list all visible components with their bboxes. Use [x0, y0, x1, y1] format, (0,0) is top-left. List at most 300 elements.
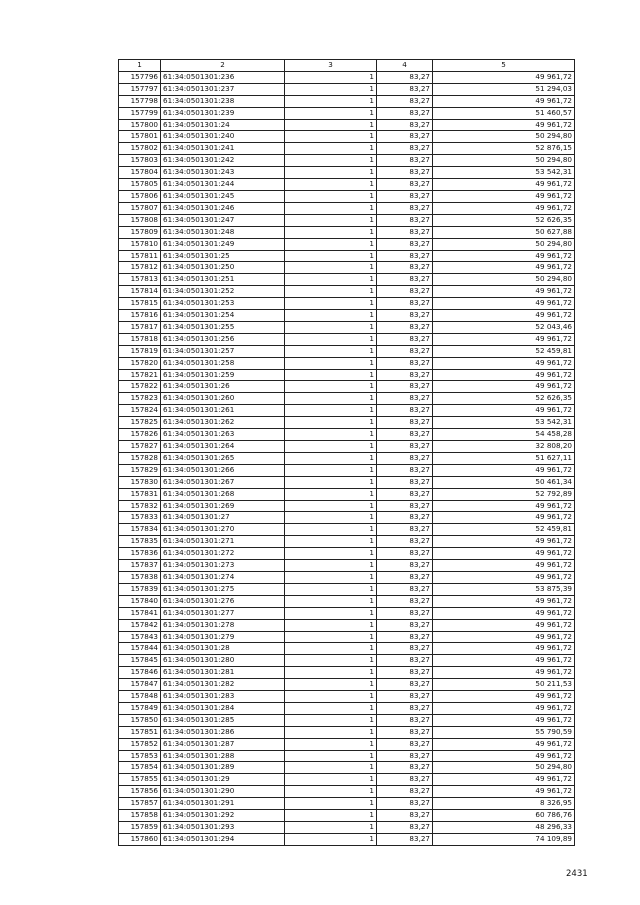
- cadastral-number-cell: 61:34:0501301:259: [161, 369, 285, 381]
- cadastral-number-cell: 61:34:0501301:245: [161, 190, 285, 202]
- ratio-cell: 83,27: [377, 405, 433, 417]
- quantity-cell: 1: [285, 750, 377, 762]
- row-number-cell: 157811: [119, 250, 161, 262]
- ratio-cell: 83,27: [377, 321, 433, 333]
- quantity-cell: 1: [285, 536, 377, 548]
- quantity-cell: 1: [285, 429, 377, 441]
- row-number-cell: 157848: [119, 691, 161, 703]
- value-cell: 32 808,20: [433, 441, 575, 453]
- cadastral-number-cell: 61:34:0501301:280: [161, 655, 285, 667]
- ratio-cell: 83,27: [377, 179, 433, 191]
- table-row: [119, 190, 575, 202]
- cadastral-number-cell: 61:34:0501301:287: [161, 738, 285, 750]
- cadastral-number-cell: 61:34:0501301:267: [161, 476, 285, 488]
- table-row: [119, 393, 575, 405]
- table-row: [119, 607, 575, 619]
- value-cell: 49 961,72: [433, 691, 575, 703]
- ratio-cell: 83,27: [377, 595, 433, 607]
- quantity-cell: 1: [285, 786, 377, 798]
- quantity-cell: 1: [285, 774, 377, 786]
- ratio-cell: 83,27: [377, 393, 433, 405]
- ratio-cell: 83,27: [377, 798, 433, 810]
- cadastral-number-cell: 61:34:0501301:237: [161, 83, 285, 95]
- value-cell: 52 459,81: [433, 345, 575, 357]
- ratio-cell: 83,27: [377, 381, 433, 393]
- table-row: [119, 464, 575, 476]
- value-cell: 53 542,31: [433, 417, 575, 429]
- value-cell: 49 961,72: [433, 71, 575, 83]
- cadastral-number-cell: 61:34:0501301:269: [161, 500, 285, 512]
- ratio-cell: 83,27: [377, 631, 433, 643]
- table-row: [119, 298, 575, 310]
- cadastral-number-cell: 61:34:0501301:283: [161, 691, 285, 703]
- quantity-cell: 1: [285, 512, 377, 524]
- ratio-cell: 83,27: [377, 810, 433, 822]
- value-cell: 49 961,72: [433, 702, 575, 714]
- table-row: [119, 321, 575, 333]
- ratio-cell: 83,27: [377, 500, 433, 512]
- value-cell: 52 876,15: [433, 143, 575, 155]
- table-body: [119, 60, 575, 846]
- row-number-cell: 157797: [119, 83, 161, 95]
- quantity-cell: 1: [285, 691, 377, 703]
- cadastral-number-cell: 61:34:0501301:256: [161, 333, 285, 345]
- ratio-cell: 83,27: [377, 83, 433, 95]
- cadastral-table: [118, 59, 575, 846]
- quantity-cell: 1: [285, 357, 377, 369]
- row-number-cell: 157821: [119, 369, 161, 381]
- row-number-cell: 157819: [119, 345, 161, 357]
- cadastral-number-cell: 61:34:0501301:262: [161, 417, 285, 429]
- row-number-cell: 157803: [119, 155, 161, 167]
- row-number-cell: 157817: [119, 321, 161, 333]
- quantity-cell: 1: [285, 190, 377, 202]
- ratio-cell: 83,27: [377, 250, 433, 262]
- table-row: [119, 274, 575, 286]
- table-row: [119, 83, 575, 95]
- row-number-cell: 157822: [119, 381, 161, 393]
- quantity-cell: 1: [285, 810, 377, 822]
- ratio-cell: 83,27: [377, 512, 433, 524]
- value-cell: 52 043,46: [433, 321, 575, 333]
- value-cell: 49 961,72: [433, 571, 575, 583]
- value-cell: 49 961,72: [433, 179, 575, 191]
- ratio-cell: 83,27: [377, 310, 433, 322]
- table-row: [119, 71, 575, 83]
- table-row: [119, 226, 575, 238]
- quantity-cell: 1: [285, 583, 377, 595]
- quantity-cell: 1: [285, 226, 377, 238]
- row-number-cell: 157806: [119, 190, 161, 202]
- quantity-cell: 1: [285, 274, 377, 286]
- ratio-cell: 83,27: [377, 274, 433, 286]
- quantity-cell: 1: [285, 321, 377, 333]
- table-row: [119, 107, 575, 119]
- cadastral-number-cell: 61:34:0501301:273: [161, 560, 285, 572]
- value-cell: 49 961,72: [433, 774, 575, 786]
- table-row: [119, 143, 575, 155]
- row-number-cell: 157808: [119, 214, 161, 226]
- cadastral-number-cell: 61:34:0501301:243: [161, 167, 285, 179]
- quantity-cell: 1: [285, 595, 377, 607]
- table-row: [119, 286, 575, 298]
- quantity-cell: 1: [285, 560, 377, 572]
- cadastral-number-cell: 61:34:0501301:263: [161, 429, 285, 441]
- row-number-cell: 157841: [119, 607, 161, 619]
- value-cell: 49 961,72: [433, 607, 575, 619]
- table-row: [119, 417, 575, 429]
- quantity-cell: 1: [285, 476, 377, 488]
- quantity-cell: 1: [285, 500, 377, 512]
- ratio-cell: 83,27: [377, 560, 433, 572]
- row-number-cell: 157842: [119, 619, 161, 631]
- ratio-cell: 83,27: [377, 262, 433, 274]
- value-cell: 49 961,72: [433, 786, 575, 798]
- ratio-cell: 83,27: [377, 762, 433, 774]
- quantity-cell: 1: [285, 143, 377, 155]
- ratio-cell: 83,27: [377, 441, 433, 453]
- value-cell: 49 961,72: [433, 500, 575, 512]
- row-number-cell: 157837: [119, 560, 161, 572]
- cadastral-number-cell: 61:34:0501301:247: [161, 214, 285, 226]
- row-number-cell: 157828: [119, 452, 161, 464]
- value-cell: 49 961,72: [433, 357, 575, 369]
- ratio-cell: 83,27: [377, 571, 433, 583]
- cadastral-number-cell: 61:34:0501301:285: [161, 714, 285, 726]
- cadastral-number-cell: 61:34:0501301:24: [161, 119, 285, 131]
- value-cell: 52 626,35: [433, 214, 575, 226]
- ratio-cell: 83,27: [377, 107, 433, 119]
- quantity-cell: 1: [285, 548, 377, 560]
- cadastral-number-cell: 61:34:0501301:293: [161, 822, 285, 834]
- value-cell: 49 961,72: [433, 714, 575, 726]
- cadastral-number-cell: 61:34:0501301:277: [161, 607, 285, 619]
- table-row: [119, 333, 575, 345]
- cadastral-number-cell: 61:34:0501301:261: [161, 405, 285, 417]
- cadastral-number-cell: 61:34:0501301:286: [161, 726, 285, 738]
- value-cell: 50 294,80: [433, 762, 575, 774]
- table-row: [119, 833, 575, 845]
- cadastral-number-cell: 61:34:0501301:25: [161, 250, 285, 262]
- cadastral-number-cell: 61:34:0501301:272: [161, 548, 285, 560]
- row-number-cell: 157798: [119, 95, 161, 107]
- ratio-cell: 83,27: [377, 476, 433, 488]
- row-number-cell: 157849: [119, 702, 161, 714]
- row-number-cell: 157855: [119, 774, 161, 786]
- cadastral-number-cell: 61:34:0501301:281: [161, 667, 285, 679]
- quantity-cell: 1: [285, 571, 377, 583]
- value-cell: 51 627,11: [433, 452, 575, 464]
- ratio-cell: 83,27: [377, 714, 433, 726]
- row-number-cell: 157824: [119, 405, 161, 417]
- ratio-cell: 83,27: [377, 143, 433, 155]
- table-row: [119, 262, 575, 274]
- value-cell: 49 961,72: [433, 536, 575, 548]
- row-number-cell: 157840: [119, 595, 161, 607]
- value-cell: 49 961,72: [433, 560, 575, 572]
- value-cell: 49 961,72: [433, 548, 575, 560]
- cadastral-number-cell: 61:34:0501301:265: [161, 452, 285, 464]
- row-number-cell: 157847: [119, 679, 161, 691]
- cadastral-number-cell: 61:34:0501301:271: [161, 536, 285, 548]
- table-row: [119, 500, 575, 512]
- value-cell: 52 626,35: [433, 393, 575, 405]
- ratio-cell: 83,27: [377, 333, 433, 345]
- table-row: [119, 452, 575, 464]
- ratio-cell: 83,27: [377, 655, 433, 667]
- table-row: [119, 155, 575, 167]
- ratio-cell: 83,27: [377, 643, 433, 655]
- cadastral-number-cell: 61:34:0501301:257: [161, 345, 285, 357]
- table-row: [119, 643, 575, 655]
- table-row: [119, 583, 575, 595]
- value-cell: 49 961,72: [433, 310, 575, 322]
- row-number-cell: 157823: [119, 393, 161, 405]
- row-number-cell: 157845: [119, 655, 161, 667]
- cadastral-number-cell: 61:34:0501301:278: [161, 619, 285, 631]
- quantity-cell: 1: [285, 131, 377, 143]
- table-row: [119, 691, 575, 703]
- value-cell: 60 786,76: [433, 810, 575, 822]
- ratio-cell: 83,27: [377, 71, 433, 83]
- cadastral-number-cell: 61:34:0501301:249: [161, 238, 285, 250]
- quantity-cell: 1: [285, 405, 377, 417]
- row-number-cell: 157799: [119, 107, 161, 119]
- value-cell: 51 460,57: [433, 107, 575, 119]
- row-number-cell: 157826: [119, 429, 161, 441]
- row-number-cell: 157809: [119, 226, 161, 238]
- cadastral-number-cell: 61:34:0501301:284: [161, 702, 285, 714]
- ratio-cell: 83,27: [377, 726, 433, 738]
- ratio-cell: 83,27: [377, 202, 433, 214]
- value-cell: 49 961,72: [433, 262, 575, 274]
- cadastral-number-cell: 61:34:0501301:29: [161, 774, 285, 786]
- value-cell: 50 294,80: [433, 131, 575, 143]
- cadastral-number-cell: 61:34:0501301:26: [161, 381, 285, 393]
- quantity-cell: 1: [285, 702, 377, 714]
- quantity-cell: 1: [285, 488, 377, 500]
- row-number-cell: 157834: [119, 524, 161, 536]
- ratio-cell: 83,27: [377, 345, 433, 357]
- value-cell: 55 790,59: [433, 726, 575, 738]
- row-number-cell: 157832: [119, 500, 161, 512]
- row-number-cell: 157796: [119, 71, 161, 83]
- cadastral-number-cell: 61:34:0501301:240: [161, 131, 285, 143]
- table-row: [119, 369, 575, 381]
- row-number-cell: 157815: [119, 298, 161, 310]
- row-number-cell: 157839: [119, 583, 161, 595]
- cadastral-number-cell: 61:34:0501301:270: [161, 524, 285, 536]
- header-cell-5: 5: [433, 60, 575, 72]
- ratio-cell: 83,27: [377, 738, 433, 750]
- cadastral-number-cell: 61:34:0501301:248: [161, 226, 285, 238]
- row-number-cell: 157801: [119, 131, 161, 143]
- ratio-cell: 83,27: [377, 464, 433, 476]
- row-number-cell: 157820: [119, 357, 161, 369]
- table-row: [119, 405, 575, 417]
- quantity-cell: 1: [285, 381, 377, 393]
- ratio-cell: 83,27: [377, 667, 433, 679]
- quantity-cell: 1: [285, 369, 377, 381]
- cadastral-number-cell: 61:34:0501301:251: [161, 274, 285, 286]
- value-cell: 49 961,72: [433, 595, 575, 607]
- table-row: [119, 202, 575, 214]
- ratio-cell: 83,27: [377, 238, 433, 250]
- quantity-cell: 1: [285, 798, 377, 810]
- quantity-cell: 1: [285, 71, 377, 83]
- ratio-cell: 83,27: [377, 429, 433, 441]
- table-row: [119, 167, 575, 179]
- table-row: [119, 595, 575, 607]
- row-number-cell: 157831: [119, 488, 161, 500]
- cadastral-number-cell: 61:34:0501301:252: [161, 286, 285, 298]
- table-row: [119, 524, 575, 536]
- table-row: [119, 119, 575, 131]
- quantity-cell: 1: [285, 441, 377, 453]
- quantity-cell: 1: [285, 333, 377, 345]
- page-number: 2431: [566, 869, 588, 879]
- cadastral-number-cell: 61:34:0501301:291: [161, 798, 285, 810]
- quantity-cell: 1: [285, 417, 377, 429]
- cadastral-number-cell: 61:34:0501301:236: [161, 71, 285, 83]
- row-number-cell: 157854: [119, 762, 161, 774]
- quantity-cell: 1: [285, 83, 377, 95]
- row-number-cell: 157835: [119, 536, 161, 548]
- quantity-cell: 1: [285, 119, 377, 131]
- table-row: [119, 441, 575, 453]
- table-row: [119, 250, 575, 262]
- quantity-cell: 1: [285, 107, 377, 119]
- quantity-cell: 1: [285, 452, 377, 464]
- value-cell: 49 961,72: [433, 738, 575, 750]
- table-row: [119, 679, 575, 691]
- table-row: [119, 429, 575, 441]
- table-row: [119, 702, 575, 714]
- ratio-cell: 83,27: [377, 417, 433, 429]
- ratio-cell: 83,27: [377, 548, 433, 560]
- table-row: [119, 810, 575, 822]
- row-number-cell: 157825: [119, 417, 161, 429]
- ratio-cell: 83,27: [377, 822, 433, 834]
- row-number-cell: 157853: [119, 750, 161, 762]
- table-row: [119, 179, 575, 191]
- cadastral-number-cell: 61:34:0501301:290: [161, 786, 285, 798]
- value-cell: 49 961,72: [433, 286, 575, 298]
- header-cell-2: 2: [161, 60, 285, 72]
- quantity-cell: 1: [285, 726, 377, 738]
- quantity-cell: 1: [285, 679, 377, 691]
- quantity-cell: 1: [285, 619, 377, 631]
- value-cell: 50 461,34: [433, 476, 575, 488]
- ratio-cell: 83,27: [377, 119, 433, 131]
- row-number-cell: 157827: [119, 441, 161, 453]
- cadastral-number-cell: 61:34:0501301:258: [161, 357, 285, 369]
- ratio-cell: 83,27: [377, 679, 433, 691]
- cadastral-number-cell: 61:34:0501301:266: [161, 464, 285, 476]
- table-row: [119, 750, 575, 762]
- table-row: [119, 560, 575, 572]
- row-number-cell: 157813: [119, 274, 161, 286]
- quantity-cell: 1: [285, 631, 377, 643]
- value-cell: 49 961,72: [433, 369, 575, 381]
- header-row: [119, 60, 575, 72]
- ratio-cell: 83,27: [377, 488, 433, 500]
- value-cell: 49 961,72: [433, 119, 575, 131]
- value-cell: 50 211,53: [433, 679, 575, 691]
- quantity-cell: 1: [285, 464, 377, 476]
- value-cell: 54 458,28: [433, 429, 575, 441]
- value-cell: 53 875,39: [433, 583, 575, 595]
- value-cell: 49 961,72: [433, 95, 575, 107]
- ratio-cell: 83,27: [377, 524, 433, 536]
- ratio-cell: 83,27: [377, 286, 433, 298]
- cadastral-number-cell: 61:34:0501301:260: [161, 393, 285, 405]
- quantity-cell: 1: [285, 310, 377, 322]
- cadastral-number-cell: 61:34:0501301:246: [161, 202, 285, 214]
- ratio-cell: 83,27: [377, 774, 433, 786]
- ratio-cell: 83,27: [377, 786, 433, 798]
- ratio-cell: 83,27: [377, 155, 433, 167]
- value-cell: 49 961,72: [433, 619, 575, 631]
- ratio-cell: 83,27: [377, 583, 433, 595]
- row-number-cell: 157846: [119, 667, 161, 679]
- cadastral-number-cell: 61:34:0501301:253: [161, 298, 285, 310]
- row-number-cell: 157816: [119, 310, 161, 322]
- table-row: [119, 536, 575, 548]
- quantity-cell: 1: [285, 643, 377, 655]
- value-cell: 53 542,31: [433, 167, 575, 179]
- row-number-cell: 157812: [119, 262, 161, 274]
- value-cell: 49 961,72: [433, 643, 575, 655]
- cadastral-number-cell: 61:34:0501301:239: [161, 107, 285, 119]
- value-cell: 48 296,33: [433, 822, 575, 834]
- row-number-cell: 157843: [119, 631, 161, 643]
- quantity-cell: 1: [285, 179, 377, 191]
- quantity-cell: 1: [285, 524, 377, 536]
- ratio-cell: 83,27: [377, 298, 433, 310]
- value-cell: 49 961,72: [433, 298, 575, 310]
- table-row: [119, 726, 575, 738]
- ratio-cell: 83,27: [377, 226, 433, 238]
- cadastral-number-cell: 61:34:0501301:241: [161, 143, 285, 155]
- value-cell: 49 961,72: [433, 750, 575, 762]
- ratio-cell: 83,27: [377, 214, 433, 226]
- row-number-cell: 157804: [119, 167, 161, 179]
- quantity-cell: 1: [285, 762, 377, 774]
- quantity-cell: 1: [285, 667, 377, 679]
- cadastral-number-cell: 61:34:0501301:264: [161, 441, 285, 453]
- ratio-cell: 83,27: [377, 619, 433, 631]
- table-row: [119, 95, 575, 107]
- cadastral-number-cell: 61:34:0501301:289: [161, 762, 285, 774]
- ratio-cell: 83,27: [377, 357, 433, 369]
- table-row: [119, 738, 575, 750]
- header-cell-3: 3: [285, 60, 377, 72]
- table-row: [119, 762, 575, 774]
- cadastral-number-cell: 61:34:0501301:27: [161, 512, 285, 524]
- cadastral-number-cell: 61:34:0501301:244: [161, 179, 285, 191]
- quantity-cell: 1: [285, 250, 377, 262]
- row-number-cell: 157859: [119, 822, 161, 834]
- cadastral-number-cell: 61:34:0501301:276: [161, 595, 285, 607]
- value-cell: 52 792,89: [433, 488, 575, 500]
- cadastral-number-cell: 61:34:0501301:282: [161, 679, 285, 691]
- value-cell: 49 961,72: [433, 464, 575, 476]
- table-row: [119, 714, 575, 726]
- quantity-cell: 1: [285, 393, 377, 405]
- table-row: [119, 512, 575, 524]
- header-cell-4: 4: [377, 60, 433, 72]
